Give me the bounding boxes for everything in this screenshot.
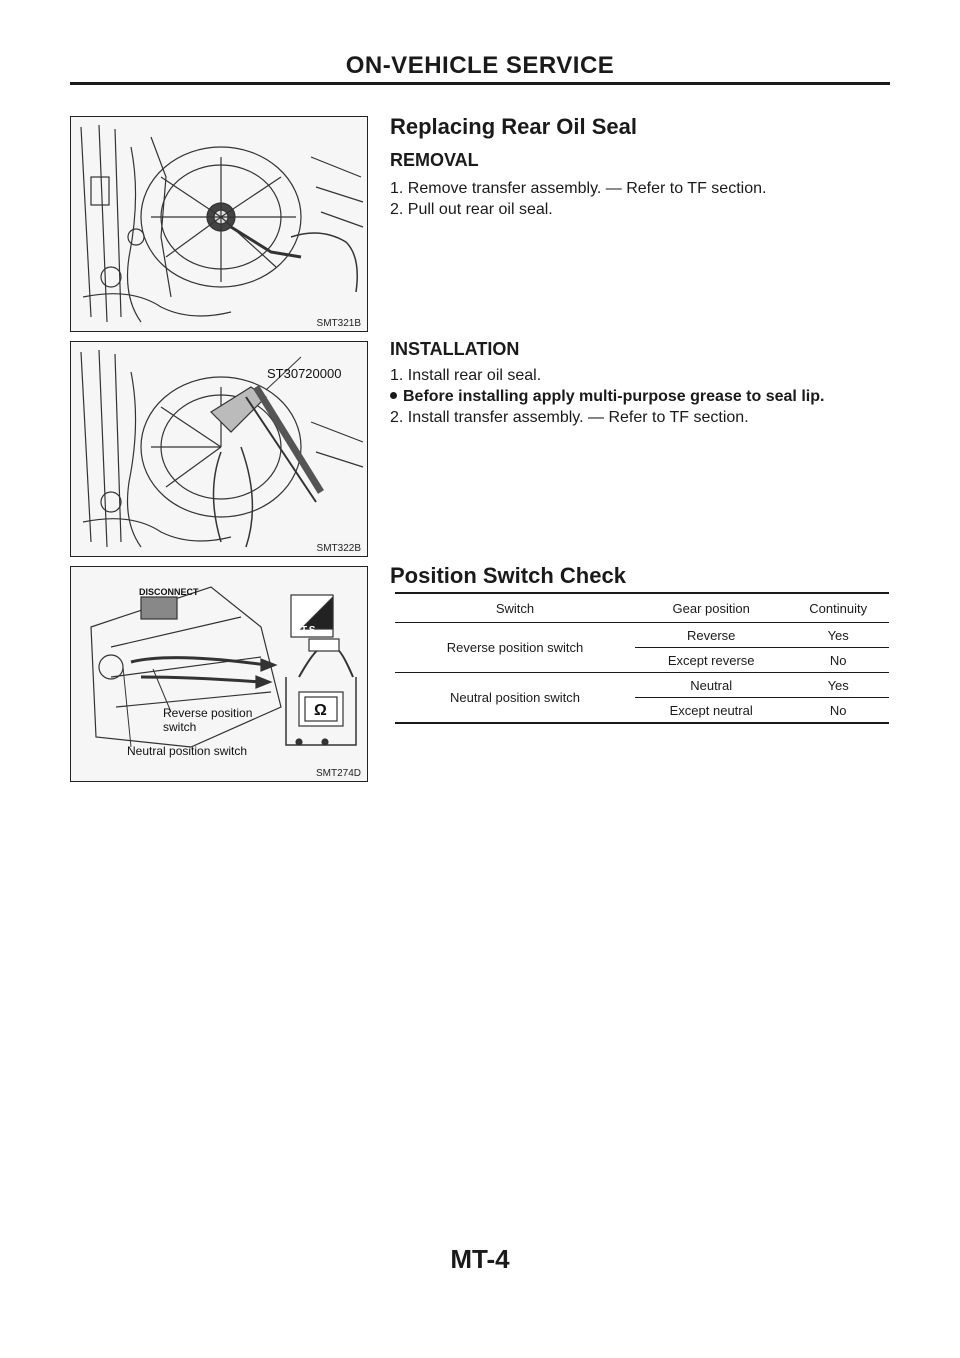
figure-code-label: SMT321B [316, 318, 361, 329]
seal-installation-illustration [71, 342, 367, 556]
continuity-cell: Yes [787, 623, 889, 648]
switch-cell: Reverse position switch [395, 623, 635, 673]
switch-check-section [390, 563, 890, 589]
page-number: MT-4 [450, 1244, 510, 1274]
figure-position-switch-check [70, 566, 368, 782]
continuity-cell: No [787, 648, 889, 673]
removal-heading: REMOVAL [390, 150, 479, 170]
installation-caution [390, 386, 890, 407]
gear-position-cell: Neutral [635, 673, 787, 698]
figure-rear-seal-installation [70, 341, 368, 557]
installation-heading: INSTALLATION [390, 339, 520, 359]
switch-cell: Neutral position switch [395, 673, 635, 724]
section-title: Position Switch Check [390, 563, 626, 588]
figure-rear-seal-removal [70, 116, 368, 332]
installation-step-1: 1. Install rear oil seal. [390, 367, 542, 384]
gear-position-cell: Reverse [635, 623, 787, 648]
table-header-row [395, 593, 889, 623]
header-switch: Switch [395, 593, 635, 623]
installation-step-2: 2. Install transfer assembly. — Refer to TF section. [390, 409, 749, 426]
ohm-symbol: Ω [314, 702, 327, 719]
section-title: Replacing Rear Oil Seal [390, 114, 637, 139]
figure-code-label: SMT322B [316, 543, 361, 554]
table-row [395, 623, 889, 648]
figure-code-label: SMT274D [315, 768, 361, 779]
header-gear-position: Gear position [635, 593, 787, 623]
gear-position-cell: Except reverse [635, 648, 787, 673]
continuity-table [395, 592, 889, 724]
header-rule [70, 82, 890, 85]
reverse-switch-callout-line2: switch [163, 720, 197, 734]
gear-position-cell: Except neutral [635, 698, 787, 724]
continuity-cell: No [787, 698, 889, 724]
table-row [395, 673, 889, 698]
special-tool-number: ST30720000 [267, 366, 342, 381]
neutral-switch-callout: Neutral position switch [127, 744, 248, 758]
transmission-removal-illustration [71, 117, 367, 331]
header-continuity: Continuity [787, 593, 889, 623]
installation-section [390, 339, 890, 428]
removal-step-2: 2. Pull out rear oil seal. [390, 201, 553, 218]
ts-badge: T.S. [301, 625, 319, 636]
removal-step-1: 1. Remove transfer assembly. — Refer to TF section. [390, 180, 767, 197]
rear-seal-section [390, 114, 890, 220]
caution-text: Before installing apply multi-purpose grease to seal lip. [403, 388, 825, 405]
reverse-switch-callout-line1: Reverse position [163, 706, 253, 720]
disconnect-label: DISCONNECT [139, 587, 199, 597]
bullet-icon [390, 392, 397, 399]
continuity-cell: Yes [787, 673, 889, 698]
position-switch-illustration [71, 567, 367, 781]
page-header: ON-VEHICLE SERVICE [345, 52, 615, 79]
